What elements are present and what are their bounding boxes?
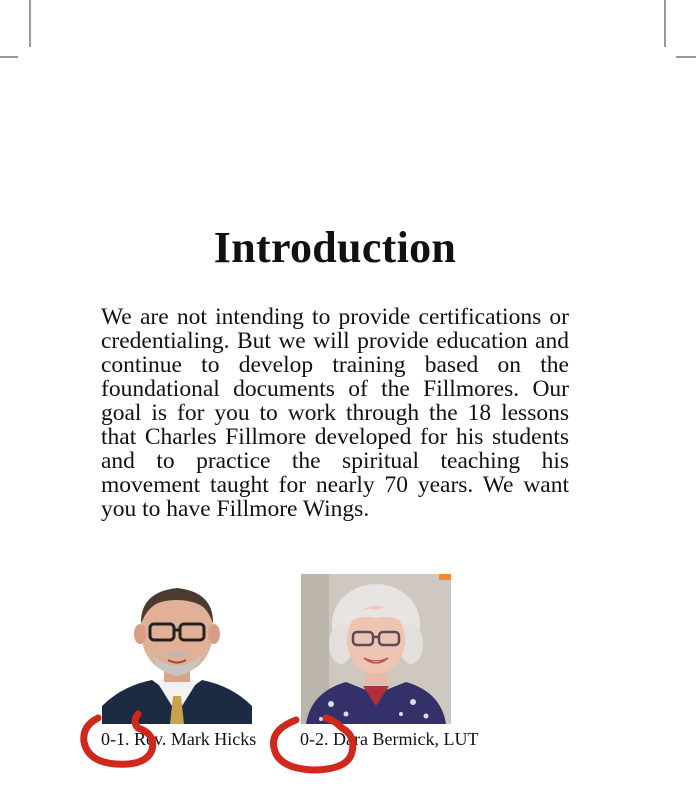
crop-mark-top-left — [29, 0, 31, 47]
crop-mark-left — [0, 56, 18, 58]
crop-mark-right — [676, 56, 696, 58]
crop-mark-top-right — [664, 0, 666, 47]
portrait-photo-2 — [301, 574, 451, 724]
page-title: Introduction — [213, 223, 457, 272]
portrait-photo-1 — [102, 574, 252, 724]
figure-caption-2: 0-2. Dara Bermick, LUT — [300, 729, 479, 749]
intro-paragraph: We are not intending to provide certifications or credentialing. But we will provide education and continue to develop training based on the foundational documents of the Fillmores. Our goal is for you to work through the 18 lessons that Charles Fillmore developed for his students and to practice the spiritual teaching his movement taught for nearly 70 years. We want you to have Fillmore Wings. — [101, 304, 569, 522]
figure-caption-1: 0-1. Rev. Mark Hicks — [101, 729, 257, 749]
